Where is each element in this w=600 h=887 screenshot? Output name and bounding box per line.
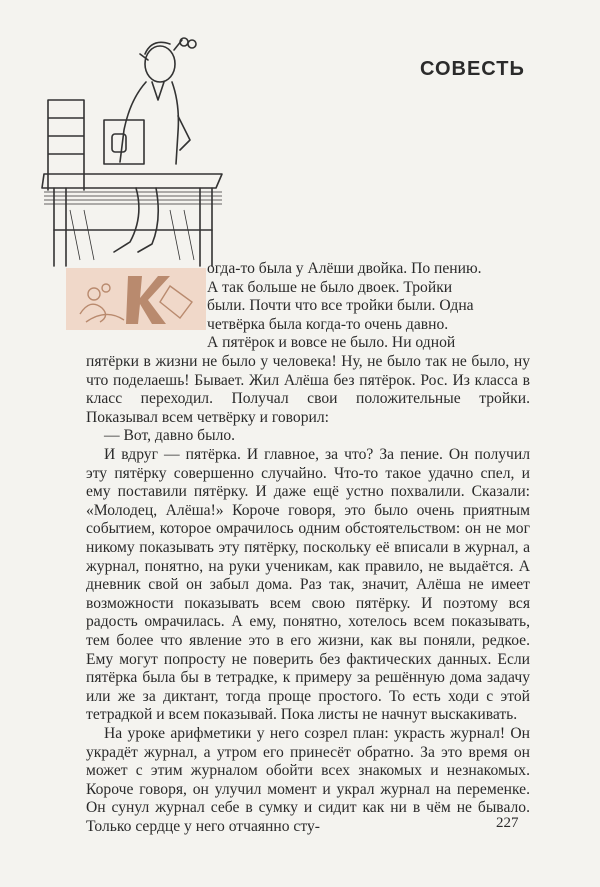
lead-line: А так больше не было двоек. Тройки [207,278,453,296]
paragraph: На уроке арифметики у него созрел план: украсть журнал! Он украдёт журнал, а утром его принесёт обратно. За это время он может с этим журналом обойти всех знакомых и незнакомых. Короче говоря, он улучил момент и украл журнал на переменке. Он сунул журнал себе в сумку и сидит как ни в чём не бывало. Только сердце у него отчаянно сту- [86,724,530,835]
paragraph: И вдруг — пятёрка. И главное, за что? За пение. Он получил эту пятёрку совершенно случайно. Что-то такое удачно спел, и ему поставили пятёрку. И даже ещё устно похвалили. Сказали: «Молодец, Алёша!» Короче говоря, это было очень приятным событием, которое омрачилось одним обстоятельством: он не мог никому показывать эту пятёрку, поскольку её вписали в журнал, а журнал, понятно, на руки ученикам, как правило, не выдаётся. А дневник свой он забыл дома. Раз так, значит, Алёша не имеет возможности показывать всем свою пятёрку. И поэтому вся радость омрачилась. А ему, понятно, хотелось всем показывать, тем более что явление это в его жизни, как вы поняли, редкое. Ему могут попросту не поверить без фактических данных. Если пятёрка была бы в тетрадке, к примеру за решённую дома задачу или же за диктант, тогда проще простого. То есть ходи с этой тетрадкой и всем показывай. Пока листы не начнут выскакивать. [86,446,530,724]
lead-line: А пятёрок и вовсе не было. Ни одной [207,334,456,352]
lead-line: были. Почти что все тройки были. Одна [207,297,474,315]
lead-line: четвёрка была когда-то очень давно. [207,315,449,333]
lead-line: огда-то была у Алёши двойка. По пению. [207,260,482,277]
lead-paragraph-rest: пятёрки в жизни не было у человека! Ну, не было так не было, ну что поделаешь! Бывает. Жил Алёша без пятёрок. Рос. Из класса в класс переходил. Получал свои положительные тройки. Показывал всем четвёрку и говорил: [86,352,530,426]
body-text [86,446,530,836]
opening-text [86,260,530,446]
boy-at-desk-illustration [40,30,230,270]
dialogue-line: — Вот, давно было. [104,427,236,445]
page-number: 227 [496,815,519,831]
chapter-title: СОВЕСТЬ [420,58,525,80]
